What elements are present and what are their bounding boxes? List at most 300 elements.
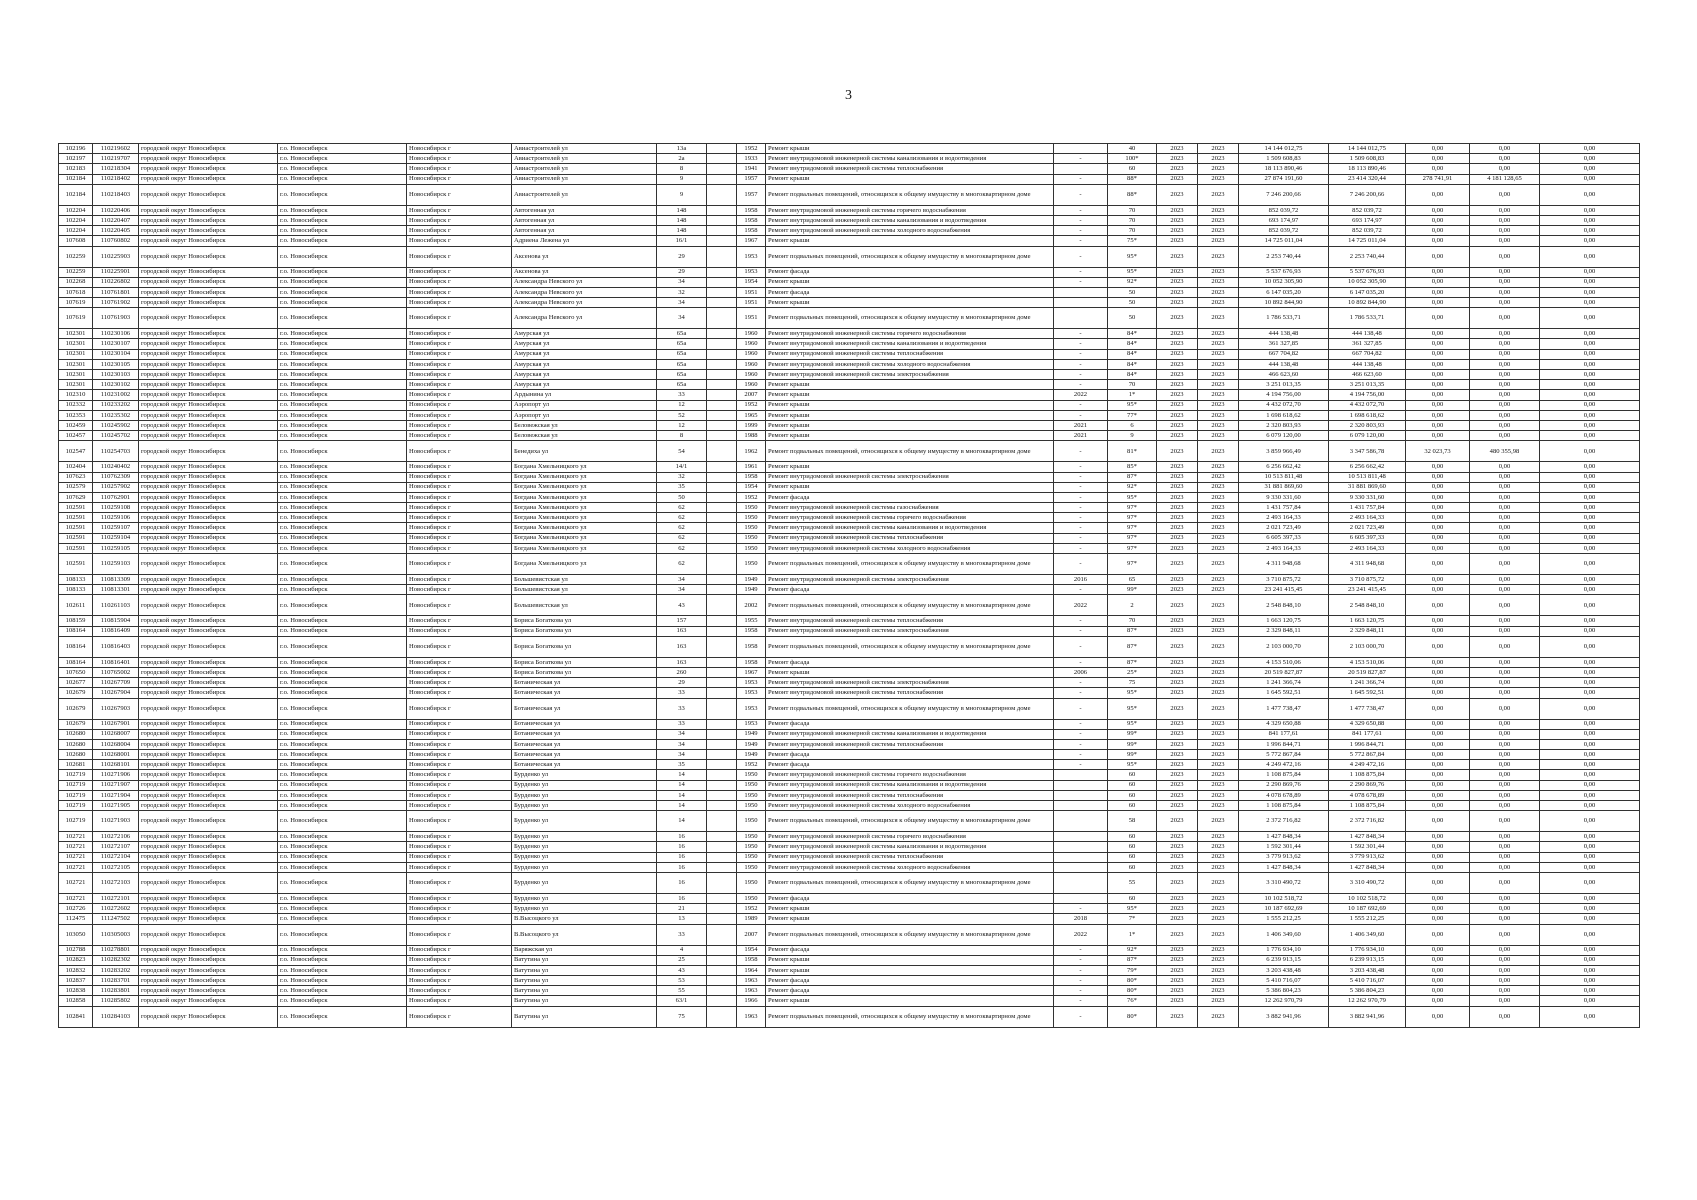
cell-plan-year-start: 2023 bbox=[1157, 174, 1198, 184]
cell-total-cost: 3 779 913,62 bbox=[1239, 852, 1329, 862]
cell-year-built: 1950 bbox=[737, 770, 766, 780]
cell-plan-year-start: 2023 bbox=[1157, 893, 1198, 903]
table-row bbox=[59, 575, 1640, 585]
table-row bbox=[59, 267, 1640, 277]
cell-year-built: 1962 bbox=[737, 441, 766, 462]
cell-regional-budget: 0,00 bbox=[1470, 205, 1540, 215]
cell-building bbox=[707, 801, 737, 811]
cell-last-repair-year: - bbox=[1054, 688, 1108, 698]
cell-year-built: 1958 bbox=[737, 955, 766, 965]
cell-municipal-budget: 0,00 bbox=[1406, 359, 1470, 369]
cell-building bbox=[707, 657, 737, 667]
cell-regional-budget: 0,00 bbox=[1470, 862, 1540, 872]
cell-municipality: городской округ Новосибирск bbox=[139, 780, 278, 790]
cell-house-number: 32 bbox=[657, 472, 707, 482]
cell-house-number: 62 bbox=[657, 513, 707, 523]
cell-regional-budget: 0,00 bbox=[1470, 420, 1540, 430]
cell-house-number: 13а bbox=[657, 144, 707, 154]
cell-owners-funds: 0,00 bbox=[1540, 1006, 1640, 1027]
cell-regional-budget: 0,00 bbox=[1470, 760, 1540, 770]
cell-work-type: Ремонт крыши bbox=[766, 431, 1054, 441]
cell-work-type: Ремонт внутридомовой инженерной системы теплоснабжения bbox=[766, 852, 1054, 862]
cell-municipality: городской округ Новосибирск bbox=[139, 719, 278, 729]
cell-fund-cost: 1 108 875,84 bbox=[1329, 770, 1406, 780]
cell-municipality: городской округ Новосибирск bbox=[139, 790, 278, 800]
cell-last-repair-year bbox=[1054, 298, 1108, 308]
cell-house-number: 148 bbox=[657, 215, 707, 225]
cell-wear-percent: 84* bbox=[1108, 359, 1157, 369]
cell-street: Бурденко ул bbox=[512, 832, 657, 842]
cell-year-built: 1960 bbox=[737, 349, 766, 359]
cell-plan-year-end: 2023 bbox=[1198, 801, 1239, 811]
cell-municipal-budget: 0,00 bbox=[1406, 811, 1470, 832]
cell-building bbox=[707, 420, 737, 430]
cell-municipal-budget: 0,00 bbox=[1406, 801, 1470, 811]
cell-street: Адриена Лежена ул bbox=[512, 236, 657, 246]
cell-building bbox=[707, 472, 737, 482]
cell-wear-percent: 87* bbox=[1108, 657, 1157, 667]
cell-house-id: 102591 bbox=[59, 503, 93, 513]
cell-house-id: 102310 bbox=[59, 390, 93, 400]
cell-year-built: 1954 bbox=[737, 945, 766, 955]
cell-settlement: г.о. Новосибирск bbox=[278, 801, 407, 811]
cell-municipal-budget: 0,00 bbox=[1406, 349, 1470, 359]
cell-house-id: 102719 bbox=[59, 801, 93, 811]
cell-work-type: Ремонт внутридомовой инженерной системы электроснабжения bbox=[766, 472, 1054, 482]
cell-work-id: 110271904 bbox=[93, 790, 139, 800]
cell-street: Богдана Хмельницкого ул bbox=[512, 523, 657, 533]
table-row bbox=[59, 832, 1640, 842]
cell-year-built: 1988 bbox=[737, 431, 766, 441]
cell-street: Авиастроителей ул bbox=[512, 164, 657, 174]
cell-last-repair-year: - bbox=[1054, 462, 1108, 472]
cell-total-cost: 4 078 678,89 bbox=[1239, 790, 1329, 800]
cell-house-id: 102841 bbox=[59, 1006, 93, 1027]
cell-settlement: г.о. Новосибирск bbox=[278, 914, 407, 924]
cell-wear-percent: 95* bbox=[1108, 267, 1157, 277]
capital-repair-table bbox=[58, 143, 1640, 1028]
cell-work-type: Ремонт крыши bbox=[766, 965, 1054, 975]
cell-work-type: Ремонт внутридомовой инженерной системы горячего водоснабжения bbox=[766, 832, 1054, 842]
cell-plan-year-start: 2023 bbox=[1157, 790, 1198, 800]
cell-municipal-budget: 0,00 bbox=[1406, 996, 1470, 1006]
cell-street: Ботаническая ул bbox=[512, 678, 657, 688]
cell-total-cost: 6 079 120,00 bbox=[1239, 431, 1329, 441]
cell-last-repair-year bbox=[1054, 770, 1108, 780]
cell-house-id: 102823 bbox=[59, 955, 93, 965]
cell-municipality: городской округ Новосибирск bbox=[139, 523, 278, 533]
cell-fund-cost: 10 052 305,90 bbox=[1329, 277, 1406, 287]
cell-year-built: 1953 bbox=[737, 698, 766, 719]
cell-wear-percent: 70 bbox=[1108, 215, 1157, 225]
cell-plan-year-end: 2023 bbox=[1198, 760, 1239, 770]
cell-wear-percent: 95* bbox=[1108, 492, 1157, 502]
cell-work-type: Ремонт внутридомовой инженерной системы холодного водоснабжения bbox=[766, 862, 1054, 872]
cell-municipal-budget: 0,00 bbox=[1406, 914, 1470, 924]
cell-plan-year-start: 2023 bbox=[1157, 852, 1198, 862]
cell-plan-year-start: 2023 bbox=[1157, 729, 1198, 739]
cell-plan-year-end: 2023 bbox=[1198, 872, 1239, 893]
cell-last-repair-year: - bbox=[1054, 554, 1108, 575]
cell-year-built: 1960 bbox=[737, 359, 766, 369]
cell-last-repair-year: - bbox=[1054, 636, 1108, 657]
cell-plan-year-end: 2023 bbox=[1198, 811, 1239, 832]
cell-fund-cost: 1 431 757,84 bbox=[1329, 503, 1406, 513]
cell-last-repair-year: 2022 bbox=[1054, 924, 1108, 945]
cell-regional-budget: 0,00 bbox=[1470, 543, 1540, 553]
cell-total-cost: 27 874 191,60 bbox=[1239, 174, 1329, 184]
cell-work-id: 110268101 bbox=[93, 760, 139, 770]
cell-building bbox=[707, 503, 737, 513]
cell-year-built: 1964 bbox=[737, 965, 766, 975]
cell-fund-cost: 31 881 869,60 bbox=[1329, 482, 1406, 492]
cell-work-type: Ремонт крыши bbox=[766, 174, 1054, 184]
cell-total-cost: 1 241 366,74 bbox=[1239, 678, 1329, 688]
cell-plan-year-start: 2023 bbox=[1157, 636, 1198, 657]
cell-fund-cost: 10 102 518,72 bbox=[1329, 893, 1406, 903]
cell-last-repair-year: - bbox=[1054, 678, 1108, 688]
cell-street: Амурская ул bbox=[512, 370, 657, 380]
cell-total-cost: 6 239 913,15 bbox=[1239, 955, 1329, 965]
cell-regional-budget: 0,00 bbox=[1470, 164, 1540, 174]
cell-work-type: Ремонт крыши bbox=[766, 482, 1054, 492]
cell-owners-funds: 0,00 bbox=[1540, 955, 1640, 965]
cell-house-id: 102459 bbox=[59, 420, 93, 430]
cell-house-number: 34 bbox=[657, 575, 707, 585]
cell-house-id: 102183 bbox=[59, 164, 93, 174]
cell-house-id: 107629 bbox=[59, 492, 93, 502]
cell-plan-year-start: 2023 bbox=[1157, 904, 1198, 914]
cell-city: Новосибирск г bbox=[407, 924, 512, 945]
cell-municipality: городской округ Новосибирск bbox=[139, 739, 278, 749]
cell-street: Бурденко ул bbox=[512, 872, 657, 893]
table-row bbox=[59, 215, 1640, 225]
cell-house-number: 33 bbox=[657, 698, 707, 719]
cell-plan-year-end: 2023 bbox=[1198, 154, 1239, 164]
cell-work-type: Ремонт внутридомовой инженерной системы канализования и водоотведения bbox=[766, 523, 1054, 533]
cell-plan-year-end: 2023 bbox=[1198, 996, 1239, 1006]
cell-total-cost: 4 194 756,00 bbox=[1239, 390, 1329, 400]
cell-building bbox=[707, 760, 737, 770]
cell-house-id: 102679 bbox=[59, 698, 93, 719]
cell-work-id: 110283801 bbox=[93, 986, 139, 996]
cell-regional-budget: 0,00 bbox=[1470, 1006, 1540, 1027]
cell-municipal-budget: 0,00 bbox=[1406, 380, 1470, 390]
cell-last-repair-year: - bbox=[1054, 904, 1108, 914]
cell-street: Варяжская ул bbox=[512, 945, 657, 955]
cell-work-type: Ремонт внутридомовой инженерной системы холодного водоснабжения bbox=[766, 359, 1054, 369]
cell-work-id: 110813309 bbox=[93, 575, 139, 585]
cell-wear-percent: 60 bbox=[1108, 832, 1157, 842]
cell-municipal-budget: 0,00 bbox=[1406, 904, 1470, 914]
cell-city: Новосибирск г bbox=[407, 636, 512, 657]
cell-wear-percent: 60 bbox=[1108, 801, 1157, 811]
table-row bbox=[59, 585, 1640, 595]
cell-regional-budget: 0,00 bbox=[1470, 976, 1540, 986]
cell-plan-year-end: 2023 bbox=[1198, 298, 1239, 308]
cell-wear-percent: 81* bbox=[1108, 441, 1157, 462]
cell-building bbox=[707, 287, 737, 297]
cell-work-type: Ремонт внутридомовой инженерной системы канализования и водоотведения bbox=[766, 215, 1054, 225]
cell-settlement: г.о. Новосибирск bbox=[278, 492, 407, 502]
cell-last-repair-year: - bbox=[1054, 154, 1108, 164]
cell-work-id: 110257902 bbox=[93, 482, 139, 492]
cell-year-built: 1951 bbox=[737, 287, 766, 297]
cell-regional-budget: 0,00 bbox=[1470, 893, 1540, 903]
cell-house-id: 102858 bbox=[59, 996, 93, 1006]
cell-house-number: 16 bbox=[657, 832, 707, 842]
cell-regional-budget: 0,00 bbox=[1470, 298, 1540, 308]
cell-owners-funds: 0,00 bbox=[1540, 492, 1640, 502]
cell-plan-year-end: 2023 bbox=[1198, 976, 1239, 986]
cell-owners-funds: 0,00 bbox=[1540, 410, 1640, 420]
cell-regional-budget: 0,00 bbox=[1470, 657, 1540, 667]
cell-work-type: Ремонт крыши bbox=[766, 410, 1054, 420]
cell-work-id: 110261103 bbox=[93, 595, 139, 616]
cell-work-id: 110225901 bbox=[93, 267, 139, 277]
cell-fund-cost: 852 039,72 bbox=[1329, 205, 1406, 215]
cell-year-built: 1950 bbox=[737, 842, 766, 852]
cell-fund-cost: 1 406 349,60 bbox=[1329, 924, 1406, 945]
cell-municipal-budget: 0,00 bbox=[1406, 986, 1470, 996]
cell-regional-budget: 0,00 bbox=[1470, 996, 1540, 1006]
cell-year-built: 1949 bbox=[737, 750, 766, 760]
cell-fund-cost: 9 330 331,60 bbox=[1329, 492, 1406, 502]
cell-last-repair-year: - bbox=[1054, 349, 1108, 359]
table-row bbox=[59, 298, 1640, 308]
cell-municipality: городской округ Новосибирск bbox=[139, 575, 278, 585]
cell-total-cost: 852 039,72 bbox=[1239, 205, 1329, 215]
cell-fund-cost: 10 892 844,90 bbox=[1329, 298, 1406, 308]
cell-wear-percent: 95* bbox=[1108, 719, 1157, 729]
cell-street: В.Высоцкого ул bbox=[512, 914, 657, 924]
cell-house-id: 102184 bbox=[59, 174, 93, 184]
cell-house-id: 102301 bbox=[59, 339, 93, 349]
cell-plan-year-end: 2023 bbox=[1198, 380, 1239, 390]
cell-total-cost: 667 704,82 bbox=[1239, 349, 1329, 359]
cell-plan-year-end: 2023 bbox=[1198, 533, 1239, 543]
cell-building bbox=[707, 729, 737, 739]
cell-work-id: 110240402 bbox=[93, 462, 139, 472]
cell-regional-budget: 0,00 bbox=[1470, 400, 1540, 410]
cell-last-repair-year: - bbox=[1054, 503, 1108, 513]
cell-street: Амурская ул bbox=[512, 349, 657, 359]
cell-last-repair-year: - bbox=[1054, 533, 1108, 543]
cell-fund-cost: 3 882 941,96 bbox=[1329, 1006, 1406, 1027]
cell-city: Новосибирск г bbox=[407, 719, 512, 729]
cell-last-repair-year: - bbox=[1054, 513, 1108, 523]
cell-city: Новосибирск г bbox=[407, 349, 512, 359]
cell-last-repair-year: - bbox=[1054, 472, 1108, 482]
cell-building bbox=[707, 595, 737, 616]
cell-year-built: 1958 bbox=[737, 472, 766, 482]
cell-regional-budget: 0,00 bbox=[1470, 462, 1540, 472]
cell-building bbox=[707, 543, 737, 553]
cell-settlement: г.о. Новосибирск bbox=[278, 184, 407, 205]
cell-total-cost: 9 330 331,60 bbox=[1239, 492, 1329, 502]
cell-house-id: 102268 bbox=[59, 277, 93, 287]
cell-fund-cost: 3 310 490,72 bbox=[1329, 872, 1406, 893]
cell-fund-cost: 3 779 913,62 bbox=[1329, 852, 1406, 862]
cell-city: Новосибирск г bbox=[407, 472, 512, 482]
cell-plan-year-start: 2023 bbox=[1157, 770, 1198, 780]
cell-wear-percent: 58 bbox=[1108, 811, 1157, 832]
cell-year-built: 1950 bbox=[737, 790, 766, 800]
cell-work-type: Ремонт внутридомовой инженерной системы электроснабжения bbox=[766, 575, 1054, 585]
cell-regional-budget: 0,00 bbox=[1470, 380, 1540, 390]
cell-building bbox=[707, 513, 737, 523]
cell-building bbox=[707, 914, 737, 924]
cell-regional-budget: 480 355,98 bbox=[1470, 441, 1540, 462]
cell-plan-year-end: 2023 bbox=[1198, 226, 1239, 236]
cell-building bbox=[707, 554, 737, 575]
cell-street: Авиастроителей ул bbox=[512, 144, 657, 154]
cell-owners-funds: 0,00 bbox=[1540, 636, 1640, 657]
cell-owners-funds: 0,00 bbox=[1540, 298, 1640, 308]
cell-municipality: городской округ Новосибирск bbox=[139, 770, 278, 780]
cell-house-id: 102721 bbox=[59, 872, 93, 893]
cell-plan-year-start: 2023 bbox=[1157, 523, 1198, 533]
cell-plan-year-end: 2023 bbox=[1198, 523, 1239, 533]
cell-last-repair-year bbox=[1054, 144, 1108, 154]
cell-fund-cost: 1 592 301,44 bbox=[1329, 842, 1406, 852]
cell-municipality: городской округ Новосибирск bbox=[139, 533, 278, 543]
cell-last-repair-year: - bbox=[1054, 226, 1108, 236]
cell-plan-year-end: 2023 bbox=[1198, 698, 1239, 719]
cell-city: Новосибирск г bbox=[407, 852, 512, 862]
cell-plan-year-start: 2023 bbox=[1157, 801, 1198, 811]
cell-city: Новосибирск г bbox=[407, 533, 512, 543]
cell-building bbox=[707, 533, 737, 543]
cell-regional-budget: 0,00 bbox=[1470, 852, 1540, 862]
cell-settlement: г.о. Новосибирск bbox=[278, 667, 407, 677]
cell-work-id: 110272105 bbox=[93, 862, 139, 872]
cell-plan-year-end: 2023 bbox=[1198, 287, 1239, 297]
cell-city: Новосибирск г bbox=[407, 370, 512, 380]
cell-municipal-budget: 0,00 bbox=[1406, 226, 1470, 236]
cell-plan-year-end: 2023 bbox=[1198, 986, 1239, 996]
cell-municipality: городской округ Новосибирск bbox=[139, 154, 278, 164]
cell-regional-budget: 0,00 bbox=[1470, 154, 1540, 164]
cell-city: Новосибирск г bbox=[407, 862, 512, 872]
table-row bbox=[59, 872, 1640, 893]
cell-building bbox=[707, 688, 737, 698]
cell-wear-percent: 7* bbox=[1108, 914, 1157, 924]
cell-total-cost: 444 138,48 bbox=[1239, 359, 1329, 369]
cell-year-built: 1952 bbox=[737, 144, 766, 154]
cell-regional-budget: 0,00 bbox=[1470, 267, 1540, 277]
cell-work-id: 110218402 bbox=[93, 174, 139, 184]
cell-total-cost: 4 249 472,16 bbox=[1239, 760, 1329, 770]
cell-plan-year-end: 2023 bbox=[1198, 739, 1239, 749]
table-row bbox=[59, 554, 1640, 575]
cell-plan-year-end: 2023 bbox=[1198, 277, 1239, 287]
cell-municipal-budget: 0,00 bbox=[1406, 205, 1470, 215]
cell-regional-budget: 0,00 bbox=[1470, 842, 1540, 852]
cell-house-number: 16 bbox=[657, 842, 707, 852]
cell-plan-year-end: 2023 bbox=[1198, 575, 1239, 585]
cell-settlement: г.о. Новосибирск bbox=[278, 780, 407, 790]
cell-municipal-budget: 0,00 bbox=[1406, 482, 1470, 492]
page-number: 3 bbox=[845, 88, 852, 103]
cell-owners-funds: 0,00 bbox=[1540, 533, 1640, 543]
cell-regional-budget: 0,00 bbox=[1470, 287, 1540, 297]
cell-fund-cost: 2 372 716,82 bbox=[1329, 811, 1406, 832]
cell-settlement: г.о. Новосибирск bbox=[278, 482, 407, 492]
cell-municipality: городской округ Новосибирск bbox=[139, 688, 278, 698]
cell-street: Богдана Хмельницкого ул bbox=[512, 472, 657, 482]
cell-settlement: г.о. Новосибирск bbox=[278, 893, 407, 903]
cell-house-id: 102196 bbox=[59, 144, 93, 154]
cell-street: Амурская ул bbox=[512, 359, 657, 369]
cell-fund-cost: 6 605 397,33 bbox=[1329, 533, 1406, 543]
cell-house-number: 29 bbox=[657, 267, 707, 277]
cell-municipal-budget: 0,00 bbox=[1406, 790, 1470, 800]
cell-house-id: 112475 bbox=[59, 914, 93, 924]
cell-municipality: городской округ Новосибирск bbox=[139, 298, 278, 308]
cell-plan-year-start: 2023 bbox=[1157, 370, 1198, 380]
cell-house-number: 9 bbox=[657, 174, 707, 184]
cell-street: Бурденко ул bbox=[512, 893, 657, 903]
cell-city: Новосибирск г bbox=[407, 174, 512, 184]
cell-municipality: городской округ Новосибирск bbox=[139, 914, 278, 924]
table-row bbox=[59, 226, 1640, 236]
cell-wear-percent: 97* bbox=[1108, 533, 1157, 543]
cell-work-id: 110271906 bbox=[93, 770, 139, 780]
cell-house-number: 43 bbox=[657, 595, 707, 616]
table-row bbox=[59, 626, 1640, 636]
cell-work-type: Ремонт внутридомовой инженерной системы горячего водоснабжения bbox=[766, 513, 1054, 523]
cell-settlement: г.о. Новосибирск bbox=[278, 308, 407, 329]
table-row bbox=[59, 667, 1640, 677]
cell-work-type: Ремонт внутридомовой инженерной системы канализования и водоотведения bbox=[766, 154, 1054, 164]
cell-work-type: Ремонт крыши bbox=[766, 144, 1054, 154]
cell-total-cost: 1 645 592,51 bbox=[1239, 688, 1329, 698]
cell-total-cost: 3 203 438,48 bbox=[1239, 965, 1329, 975]
cell-building bbox=[707, 492, 737, 502]
cell-plan-year-end: 2023 bbox=[1198, 924, 1239, 945]
cell-settlement: г.о. Новосибирск bbox=[278, 585, 407, 595]
cell-municipality: городской округ Новосибирск bbox=[139, 626, 278, 636]
cell-work-type: Ремонт крыши bbox=[766, 400, 1054, 410]
cell-work-type: Ремонт подвальных помещений, относящихся к общему имуществу в многоквартирном доме bbox=[766, 184, 1054, 205]
cell-work-type: Ремонт внутридомовой инженерной системы горячего водоснабжения bbox=[766, 770, 1054, 780]
cell-house-number: 62 bbox=[657, 554, 707, 575]
cell-fund-cost: 6 256 662,42 bbox=[1329, 462, 1406, 472]
cell-city: Новосибирск г bbox=[407, 872, 512, 893]
cell-work-id: 110235302 bbox=[93, 410, 139, 420]
cell-house-id: 102680 bbox=[59, 739, 93, 749]
cell-city: Новосибирск г bbox=[407, 287, 512, 297]
cell-building bbox=[707, 893, 737, 903]
cell-work-type: Ремонт фасада bbox=[766, 986, 1054, 996]
cell-house-id: 102591 bbox=[59, 513, 93, 523]
cell-municipal-budget: 0,00 bbox=[1406, 215, 1470, 225]
cell-owners-funds: 0,00 bbox=[1540, 267, 1640, 277]
cell-total-cost: 23 241 415,45 bbox=[1239, 585, 1329, 595]
cell-work-id: 110284103 bbox=[93, 1006, 139, 1027]
cell-wear-percent: 84* bbox=[1108, 339, 1157, 349]
cell-plan-year-end: 2023 bbox=[1198, 482, 1239, 492]
cell-municipal-budget: 0,00 bbox=[1406, 636, 1470, 657]
cell-work-type: Ремонт фасада bbox=[766, 585, 1054, 595]
cell-last-repair-year bbox=[1054, 811, 1108, 832]
cell-city: Новосибирск г bbox=[407, 513, 512, 523]
cell-street: Ботаническая ул bbox=[512, 760, 657, 770]
cell-plan-year-start: 2023 bbox=[1157, 400, 1198, 410]
cell-owners-funds: 0,00 bbox=[1540, 144, 1640, 154]
cell-house-id: 102837 bbox=[59, 976, 93, 986]
